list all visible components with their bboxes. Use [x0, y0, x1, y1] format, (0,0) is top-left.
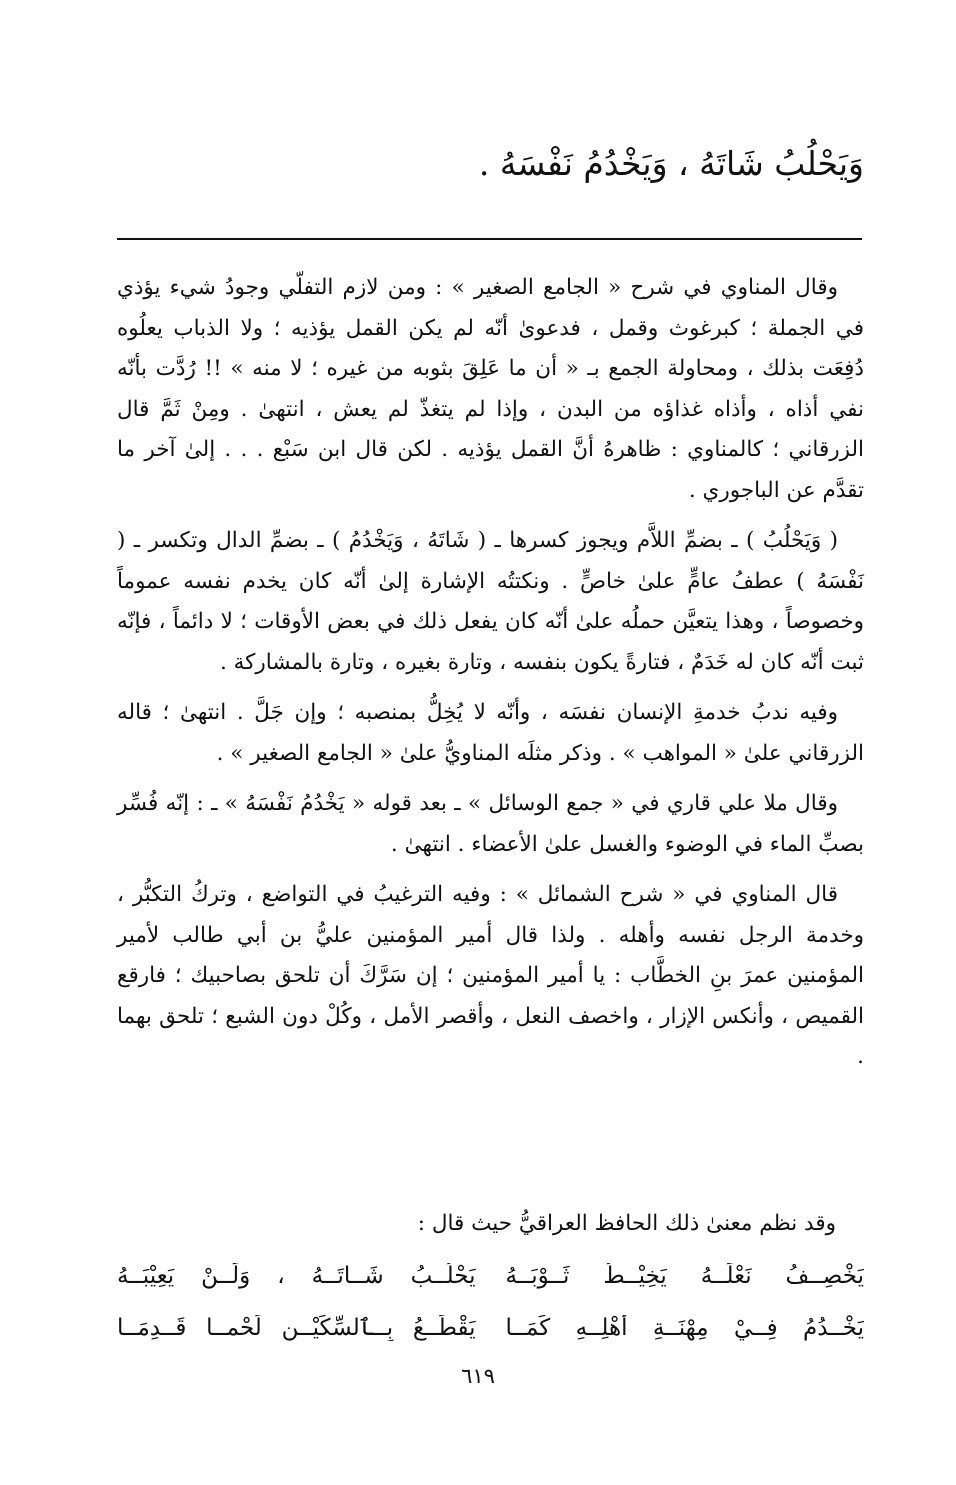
- commentary-block: [117, 268, 864, 1088]
- page-number: ٦١٩: [461, 1364, 495, 1388]
- hadith-main-text: وَيَحْلُبُ شَاتَهُ ، وَيَخْدُمُ نَفْسَهُ .: [478, 144, 864, 183]
- commentary-paragraph: وقال ملا علي قاري في « جمع الوسائل » ـ بعد قوله « يَخْدُمُ نَفْسَهُ » ـ : إنّه فُسِّر بصبِّ الماء في الوضوء والغسل علىٰ الأعضاء . انتهىٰ .: [117, 791, 864, 857]
- commentary-paragraph: وفيه ندبُ خدمةِ الإنسان نفسَه ، وأنّه لا يُخِلُّ بمنصبه ؛ وإن جَلَّ . انتهىٰ ؛ قاله الزرقاني علىٰ « المواهب » . وذكر مثلَه المناويُّ علىٰ « الجامع الصغير » .: [117, 700, 864, 766]
- poem-intro: وقد نظم معنىٰ ذلك الحافظ العراقيُّ حيث قال :: [417, 1211, 836, 1236]
- poem: [117, 1250, 864, 1354]
- verse-second-hemistich: يَقْطَــعُ بِــٱلسِّكِّيْــنِ لَحْمــا قَــدِمَــا: [117, 1315, 476, 1341]
- poem-verse: [117, 1302, 864, 1354]
- commentary-paragraph: ( وَيَحْلُبُ ) ـ بضمِّ اللاَّم ويجوز كسرها ـ ( شَاتَهُ ، وَيَخْدُمُ ) ـ بضمِّ الدال وتكسر ـ ( نَفْسَهُ ) عطفُ عامٍّ علىٰ خاصٍّ . ونكتتُه الإشارة إلىٰ أنّه كان يخدم نفسه عموماً وخصوصاً ، وهذا يتعيَّن حملُه علىٰ أنّه كان يفعل ذلك في بعض الأوقات ؛ لا دائماً ، فإنّه ثبت أنّه كان له خَدَمٌ ، فتارةً يكون بنفسه ، وتارة بغيره ، وتارة بالمشاركة .: [117, 528, 864, 675]
- commentary-paragraph: قال المناوي في « شرح الشمائل » : وفيه الترغيبُ في التواضع ، وتركُ التكبُّر ، وخدمة الرجل نفسه وأهله . ولذا قال أمير المؤمنين عليُّ بن أبي طالب لأمير المؤمنين عمرَ بنِ الخطَّاب : يا أمير المؤمنين ؛ إن سَرَّكَ أن تلحق بصاحبيك ؛ فارقع القميص ، وأنكس الإزار ، واخصف النعل ، وأقصر الأمل ، وكُلْ دون الشبع ؛ تلحق بهما .: [117, 882, 864, 1069]
- poem-verse: [117, 1250, 864, 1302]
- footnote-separator-rule: [117, 238, 862, 240]
- verse-first-hemistich: يَخْــدُمُ فِــيْ مِهْنَــةِ أَهْلِــهِ كَمَــا: [505, 1315, 864, 1341]
- verse-second-hemistich: يَحْلُــبُ شَــاتَــهُ ، وَلَــنْ يَعِيْبَــهُ: [117, 1263, 476, 1289]
- verse-first-hemistich: يَخْصِــفُ نَعْلَــهُ يَخِيْــطُ ثَــوْبَــهُ: [505, 1263, 864, 1289]
- commentary-paragraph: وقال المناوي في شرح « الجامع الصغير » : ومن لازم التفلّي وجودُ شيء يؤذي في الجملة ؛ كبرغوث وقمل ، فدعوىٰ أنّه لم يكن القمل يؤذيه ؛ ولا الذباب يعلُوه دُفِعَت بذلك ، ومحاولة الجمع بـ « أن ما عَلِقَ بثوبه من غيره ؛ لا منه » !! رُدَّت بأنّه نفي أذاه ، وأذاه غذاؤه من البدن ، وإذا لم يتغذّ لم يعش ، انتهىٰ . ومِنْ ثَمَّ قال الزرقاني ؛ كالمناوي : ظاهرهُ أنَّ القمل يؤذيه . لكن قال ابن سَبْع . . . إلىٰ آخر ما تقدَّم عن الباجوري .: [117, 275, 864, 503]
